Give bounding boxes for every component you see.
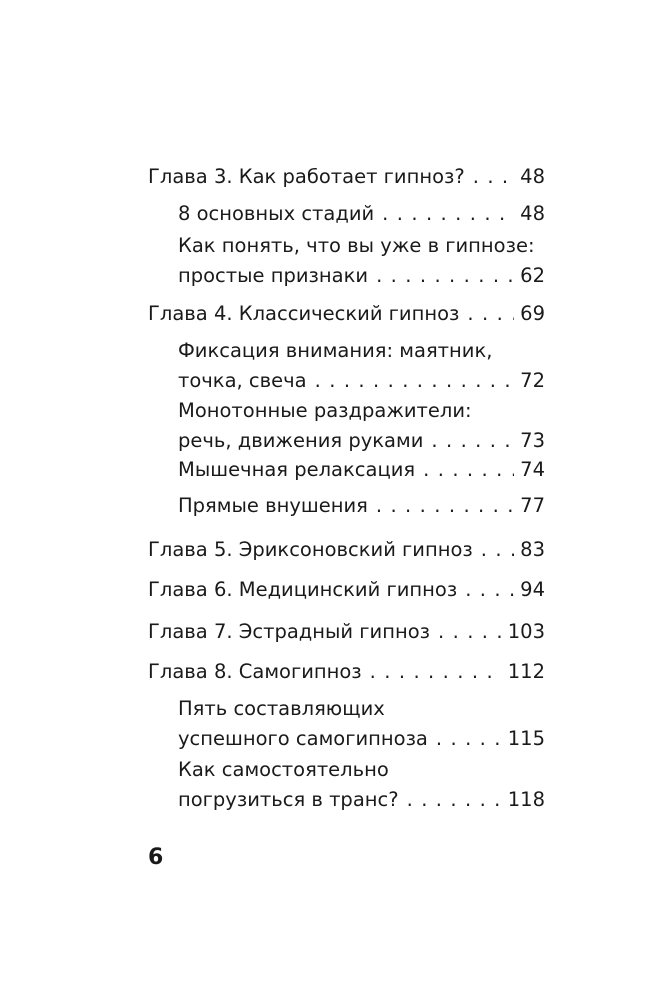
toc-entry-title-continued: погрузиться в транс? [178,788,399,811]
toc-entry-chapter-8 [148,657,545,687]
toc-entry-title: Глава 4. Классический гипноз [148,302,460,325]
toc-page-number: 103 [507,620,545,643]
toc-entry-title: Монотонные раздражители: [178,399,472,422]
leader-dots [376,261,514,291]
toc-page-number: 112 [507,660,545,683]
leader-dots [467,299,514,329]
leader-dots [473,162,514,192]
toc-page-number: 48 [520,202,545,225]
toc-entry-chapter-5 [148,535,545,565]
toc-entry-title: Глава 3. Как работает гипноз? [148,165,465,188]
leader-dots [382,199,514,229]
toc-page-number: 48 [520,165,545,188]
toc-entry-section [178,396,545,456]
toc-page-number: 62 [520,264,545,287]
toc-entry-title-continued: простые признаки [178,264,369,287]
leader-dots [370,657,502,687]
toc-page-number: 74 [520,458,545,481]
leader-dots [315,366,515,396]
toc-entry-section [178,491,545,521]
toc-entry-section [178,199,545,229]
toc-entry-title-continued: точка, свеча [178,369,307,392]
toc-entry-chapter-4 [148,299,545,329]
toc-page-number: 94 [520,578,545,601]
toc-entry-title: 8 основных стадий [178,202,375,225]
toc-entry-title-continued: успешного самогипноза [178,727,428,750]
leader-dots [376,491,514,521]
toc-entry-title: Глава 6. Медицинский гипноз [148,578,458,601]
toc-page-number: 69 [520,302,545,325]
toc-entry-chapter-6 [148,575,545,605]
toc-entry-section [178,694,545,754]
toc-entry-title: Прямые внушения [178,494,368,517]
toc-page-number: 83 [520,538,545,561]
toc-entry-chapter-3 [148,162,545,192]
toc-entry-title: Глава 5. Эриксоновский гипноз [148,538,473,561]
leader-dots [481,535,514,565]
leader-dots [431,426,514,456]
toc-entry-title: Глава 7. Эстрадный гипноз [148,620,430,643]
toc-page-number: 72 [520,369,545,392]
toc-entry-section [178,336,545,396]
toc-entry-title: Пять составляющих [178,697,385,720]
toc-page-number: 73 [520,429,545,452]
leader-dots [438,617,502,647]
toc-entry-title: Глава 8. Самогипноз [148,660,362,683]
leader-dots [423,455,514,485]
toc-entry-section [178,455,545,485]
toc-page-number: 115 [507,727,545,750]
toc-entry-title: Фиксация внимания: маятник, [178,339,493,362]
leader-dots [465,575,514,605]
toc-entry-chapter-7 [148,617,545,647]
toc-entry-title: Как самостоятельно [178,758,389,781]
leader-dots [436,724,502,754]
toc-page-number: 77 [520,494,545,517]
toc-entry-section [178,755,545,815]
toc-entry-title-continued: речь, движения руками [178,429,424,452]
toc-entry-title: Мышечная релаксация [178,458,416,481]
toc-page-number: 118 [507,788,545,811]
toc-entry-section [178,231,545,291]
page-number-folio: 6 [148,845,164,870]
toc-entry-title: Как понять, что вы уже в гипнозе: [178,234,535,257]
leader-dots [407,785,502,815]
